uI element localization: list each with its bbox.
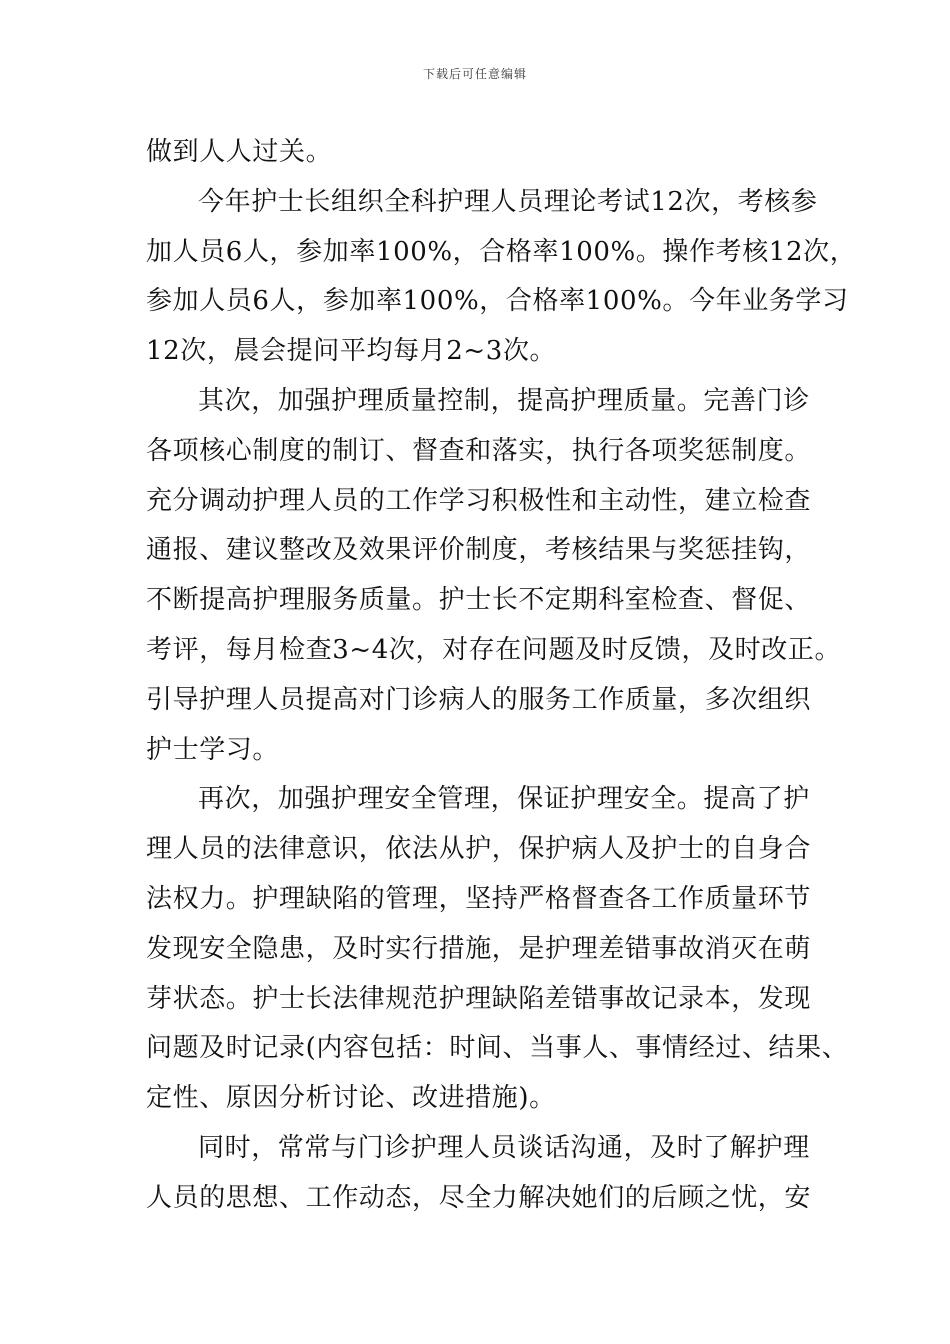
paragraph-first-line: 同时，常常与门诊护理人员谈话沟通，及时了解护理 [198, 1132, 810, 1163]
text-line: 护士学习。 [146, 734, 280, 765]
text-line: 引导护理人员提高对门诊病人的服务工作质量，多次组织 [146, 684, 812, 715]
paragraph-first-line: 再次，加强护理安全管理，保证护理安全。提高了护 [198, 784, 810, 815]
text-line: 芽状态。护士长法律规范护理缺陷差错事故记录本，发现 [146, 983, 812, 1014]
text-line: 不断提高护理服务质量。护士长不定期科室检查、督促、 [146, 585, 812, 616]
text-line: 法权力。护理缺陷的管理，坚持严格督查各工作质量环节 [146, 883, 812, 914]
text-line: 参加人员6人，参加率100%，合格率100%。今年业务学习 [146, 286, 849, 317]
document-body [146, 128, 857, 1224]
text-line: 理人员的法律意识，依法从护，保护病人及护士的自身合 [146, 834, 812, 865]
text-line: 定性、原因分析讨论、改进措施)。 [146, 1083, 556, 1114]
text-line: 通报、建议整改及效果评价制度，考核结果与奖惩挂钩， [146, 535, 812, 566]
text-line: 各项核心制度的制订、督查和落实，执行各项奖惩制度。 [146, 435, 812, 466]
text-line: 发现安全隐患，及时实行措施，是护理差错事故消灭在萌 [146, 933, 812, 964]
text-line: 问题及时记录(内容包括：时间、当事人、事情经过、结果、 [146, 1033, 849, 1064]
text-line: 考评，每月检查3~4次，对存在问题及时反馈，及时改正。 [146, 634, 842, 665]
text-line: 做到人人过关。 [146, 137, 333, 167]
text-line: 人员的思想、工作动态，尽全力解决她们的后顾之忧，安 [146, 1182, 812, 1213]
page-header-note: 下载后可任意编辑 [422, 67, 527, 81]
paragraph-first-line: 其次，加强护理质量控制，提高护理质量。完善门诊 [198, 385, 810, 416]
paragraph-first-line: 今年护士长组织全科护理人员理论考试12次，考核参 [198, 186, 818, 217]
text-line: 12次，晨会提问平均每月2~3次。 [146, 336, 557, 367]
text-line: 加人员6人，参加率100%，合格率100%。操作考核12次， [146, 236, 857, 267]
text-line: 充分调动护理人员的工作学习积极性和主动性，建立检查 [146, 485, 812, 516]
